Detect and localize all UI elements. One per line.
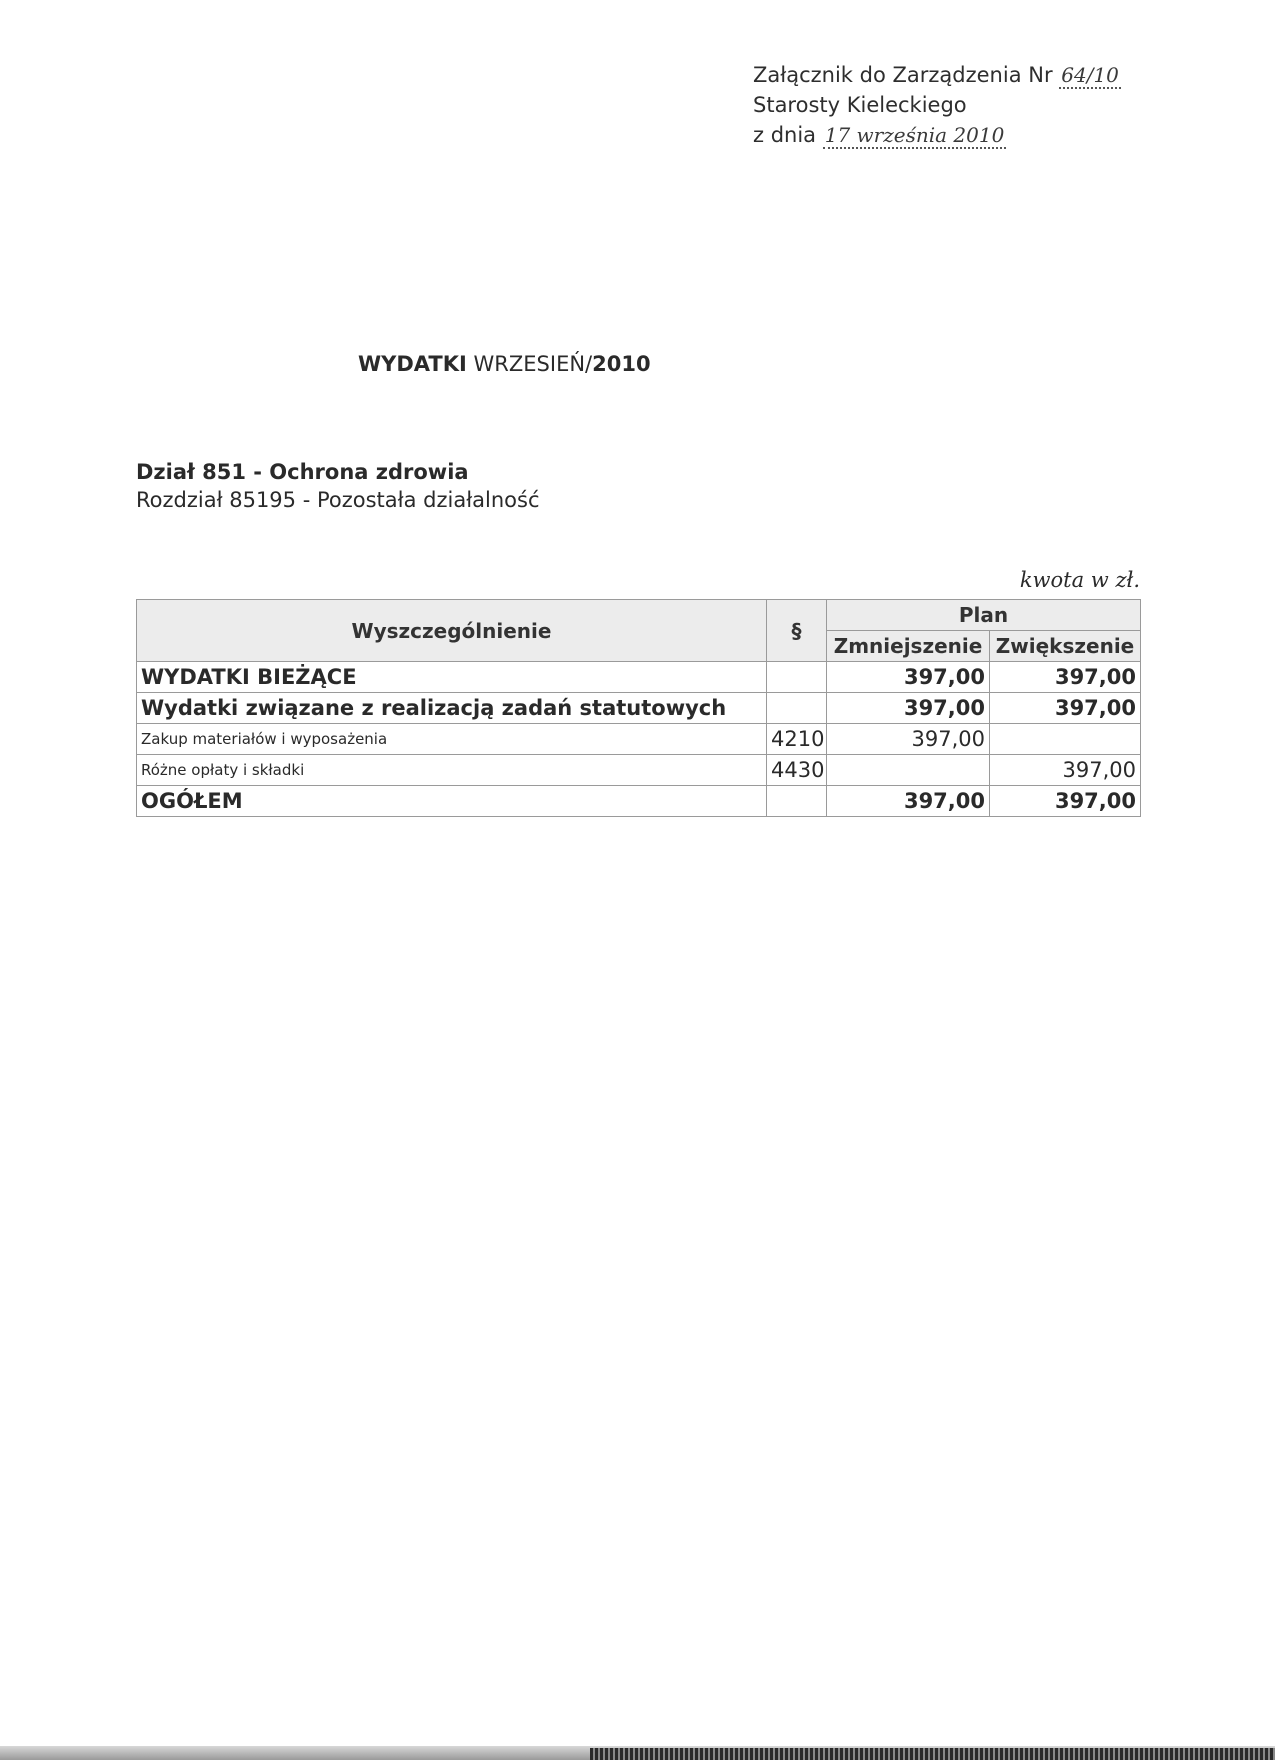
row-paragraph <box>767 693 827 724</box>
row-label: Wydatki związane z realizacją zadań statutowych <box>137 693 767 724</box>
annex-header <box>753 60 1121 150</box>
header-plan: Plan <box>827 600 1141 631</box>
row-decrease: 397,00 <box>827 724 990 755</box>
header-decrease: Zmniejszenie <box>827 631 990 662</box>
table-row <box>137 755 1141 786</box>
handwritten-ordinance-number: 64/10 <box>1061 63 1119 87</box>
row-increase <box>990 724 1141 755</box>
row-decrease: 397,00 <box>827 786 990 817</box>
row-increase: 397,00 <box>990 786 1141 817</box>
row-label: Różne opłaty i składki <box>137 755 767 786</box>
row-paragraph <box>767 786 827 817</box>
table-row <box>137 662 1141 693</box>
title-part-1: WYDATKI <box>358 352 467 376</box>
row-label: WYDATKI BIEŻĄCE <box>137 662 767 693</box>
budget-classification <box>136 458 540 514</box>
row-increase: 397,00 <box>990 755 1141 786</box>
section-dzial: Dział 851 - Ochrona zdrowia <box>136 460 469 484</box>
annex-line-1 <box>753 60 1121 90</box>
amount-unit-note: kwota w zł. <box>1019 568 1140 592</box>
row-decrease: 397,00 <box>827 662 990 693</box>
row-label: Zakup materiałów i wyposażenia <box>137 724 767 755</box>
scan-edge <box>0 1746 1275 1760</box>
section-rozdzial: Rozdział 85195 - Pozostała działalność <box>136 488 540 512</box>
document-title <box>358 352 651 376</box>
row-increase: 397,00 <box>990 693 1141 724</box>
table-row <box>137 724 1141 755</box>
expenditure-table <box>136 599 1141 817</box>
header-description: Wyszczególnienie <box>137 600 767 662</box>
table-row <box>137 693 1141 724</box>
row-decrease: 397,00 <box>827 693 990 724</box>
row-paragraph: 4210 <box>767 724 827 755</box>
row-label: OGÓŁEM <box>137 786 767 817</box>
handwritten-date: 17 września 2010 <box>824 123 1005 147</box>
title-part-2: WRZESIEŃ/ <box>473 352 593 376</box>
header-increase: Zwiększenie <box>990 631 1141 662</box>
row-increase: 397,00 <box>990 662 1141 693</box>
table-row-total <box>137 786 1141 817</box>
annex-date-label: z dnia <box>753 123 817 147</box>
annex-issuer: Starosty Kieleckiego <box>753 93 967 117</box>
row-decrease <box>827 755 990 786</box>
scan-edge-dark-band <box>590 1748 1275 1760</box>
row-paragraph <box>767 662 827 693</box>
title-part-3: 2010 <box>592 352 651 376</box>
annex-ordinance-label: Załącznik do Zarządzenia Nr <box>753 63 1053 87</box>
annex-line-3 <box>753 120 1121 150</box>
header-paragraph: § <box>767 600 827 662</box>
row-paragraph: 4430 <box>767 755 827 786</box>
